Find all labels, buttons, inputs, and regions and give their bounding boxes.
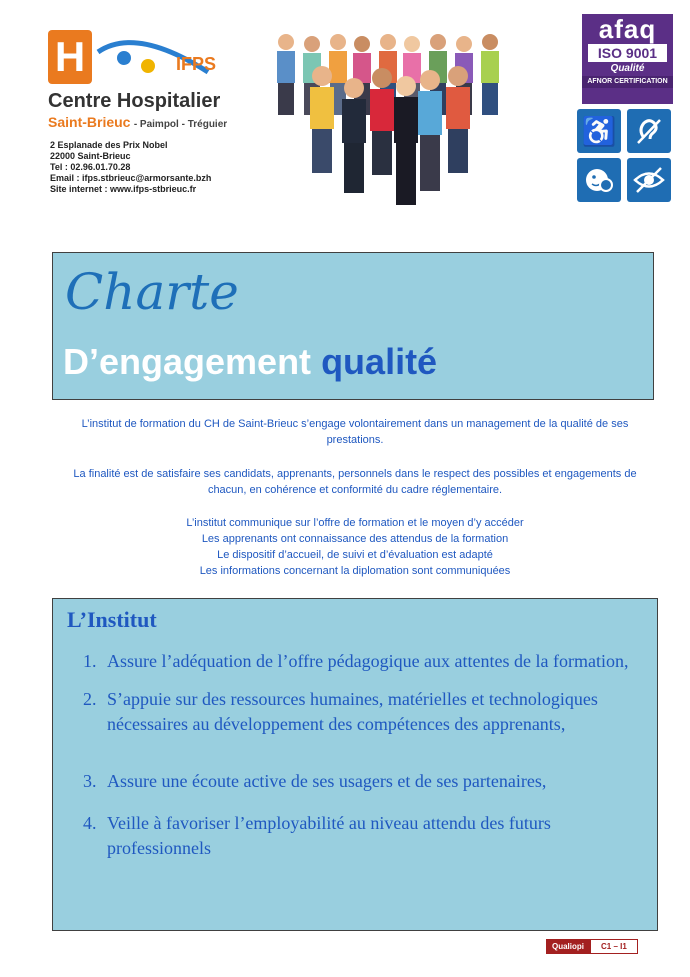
logo-ifps: IFPS — [176, 54, 217, 74]
title-charte: Charte — [65, 263, 239, 321]
qualiopi-indicator: C1 – I1 — [590, 939, 638, 954]
institut-heading: L’Institut — [67, 607, 157, 632]
logo-subtitle — [48, 114, 227, 130]
title-qualite: qualité — [321, 341, 438, 382]
list-item-number: 1. — [83, 651, 97, 671]
intro-line: Les informations concernant la diplomation sont communiquées — [199, 565, 511, 577]
afaq-iso: ISO 9001 — [588, 44, 667, 62]
people-group-illustration — [266, 28, 514, 210]
list-item-text: Veille à favoriser l’employabilité au niveau attendu des futurs professionnels — [107, 813, 551, 858]
mental-disability-icon — [577, 158, 621, 202]
list-item-text: Assure une écoute active de ses usagers et de ses partenaires, — [107, 771, 547, 791]
afaq-certifier: AFNOR CERTIFICATION — [582, 76, 673, 88]
hospital-logo — [48, 30, 228, 130]
title-subtitle — [63, 341, 437, 383]
qualiopi-badge — [546, 939, 638, 954]
afaq-name: afaq — [598, 14, 657, 44]
list-item — [83, 811, 643, 861]
list-item-number: 3. — [83, 771, 97, 791]
address-line: 2 Esplanade des Prix Nobel — [50, 140, 168, 150]
title-engagement: D’engagement — [63, 341, 312, 382]
list-item — [83, 649, 643, 674]
list-item-number: 4. — [83, 813, 97, 833]
qualiopi-label: Qualiopi — [546, 939, 590, 954]
institut-box — [52, 598, 658, 931]
intro-line: Les apprenants ont connaissance des attendus de la formation — [201, 533, 509, 545]
address-line: 22000 Saint-Brieuc — [50, 151, 131, 161]
wheelchair-icon: ♿ — [577, 109, 621, 153]
list-item — [83, 687, 643, 737]
address-website[interactable]: Site internet : www.ifps-stbrieuc.fr — [50, 184, 197, 194]
list-item-number: 2. — [83, 689, 97, 709]
intro-line: L’institut communique sur l’offre de formation et le moyen d’y accéder — [186, 517, 524, 529]
logo-name: Centre Hospitalier — [48, 90, 221, 112]
logo-places: - Paimpol - Tréguier — [133, 119, 228, 130]
list-item-text: S’appuie sur des ressources humaines, matérielles et technologiques nécessaires au développement des compétences des apprenants, — [107, 689, 598, 734]
institut-list — [83, 649, 643, 861]
afaq-quality: Qualité — [610, 63, 645, 74]
intro-paragraph-2: La finalité est de satisfaire ses candidats, apprenants, personnels dans le respect des possibles et engagements de chacun, en cohérence et conformité du cadre réglementaire. — [73, 468, 637, 496]
list-item — [83, 769, 643, 794]
address-phone: Tel : 02.96.01.70.28 — [50, 162, 131, 172]
person-icon — [481, 34, 499, 115]
person-icon — [277, 34, 295, 115]
afaq-certification-logo — [582, 14, 673, 104]
logo-city: Saint-Brieuc — [48, 114, 131, 130]
list-item-text: Assure l’adéquation de l’offre pédagogique aux attentes de la formation, — [107, 651, 629, 671]
logo-letter: H — [48, 30, 92, 84]
intro-commitments — [60, 515, 650, 579]
charter-title-box — [52, 252, 654, 400]
intro-paragraph-1: L’institut de formation du CH de Saint-Brieuc s’engage volontairement dans un management de la qualité de ses prestations. — [81, 418, 629, 446]
intro-line: Le dispositif d’accueil, de suivi et d’évaluation est adapté — [217, 549, 493, 561]
address-block — [50, 140, 211, 195]
hearing-icon — [627, 109, 671, 153]
address-email[interactable]: Email : ifps.stbrieuc@armorsante.bzh — [50, 173, 212, 183]
visual-impairment-icon — [627, 158, 671, 202]
